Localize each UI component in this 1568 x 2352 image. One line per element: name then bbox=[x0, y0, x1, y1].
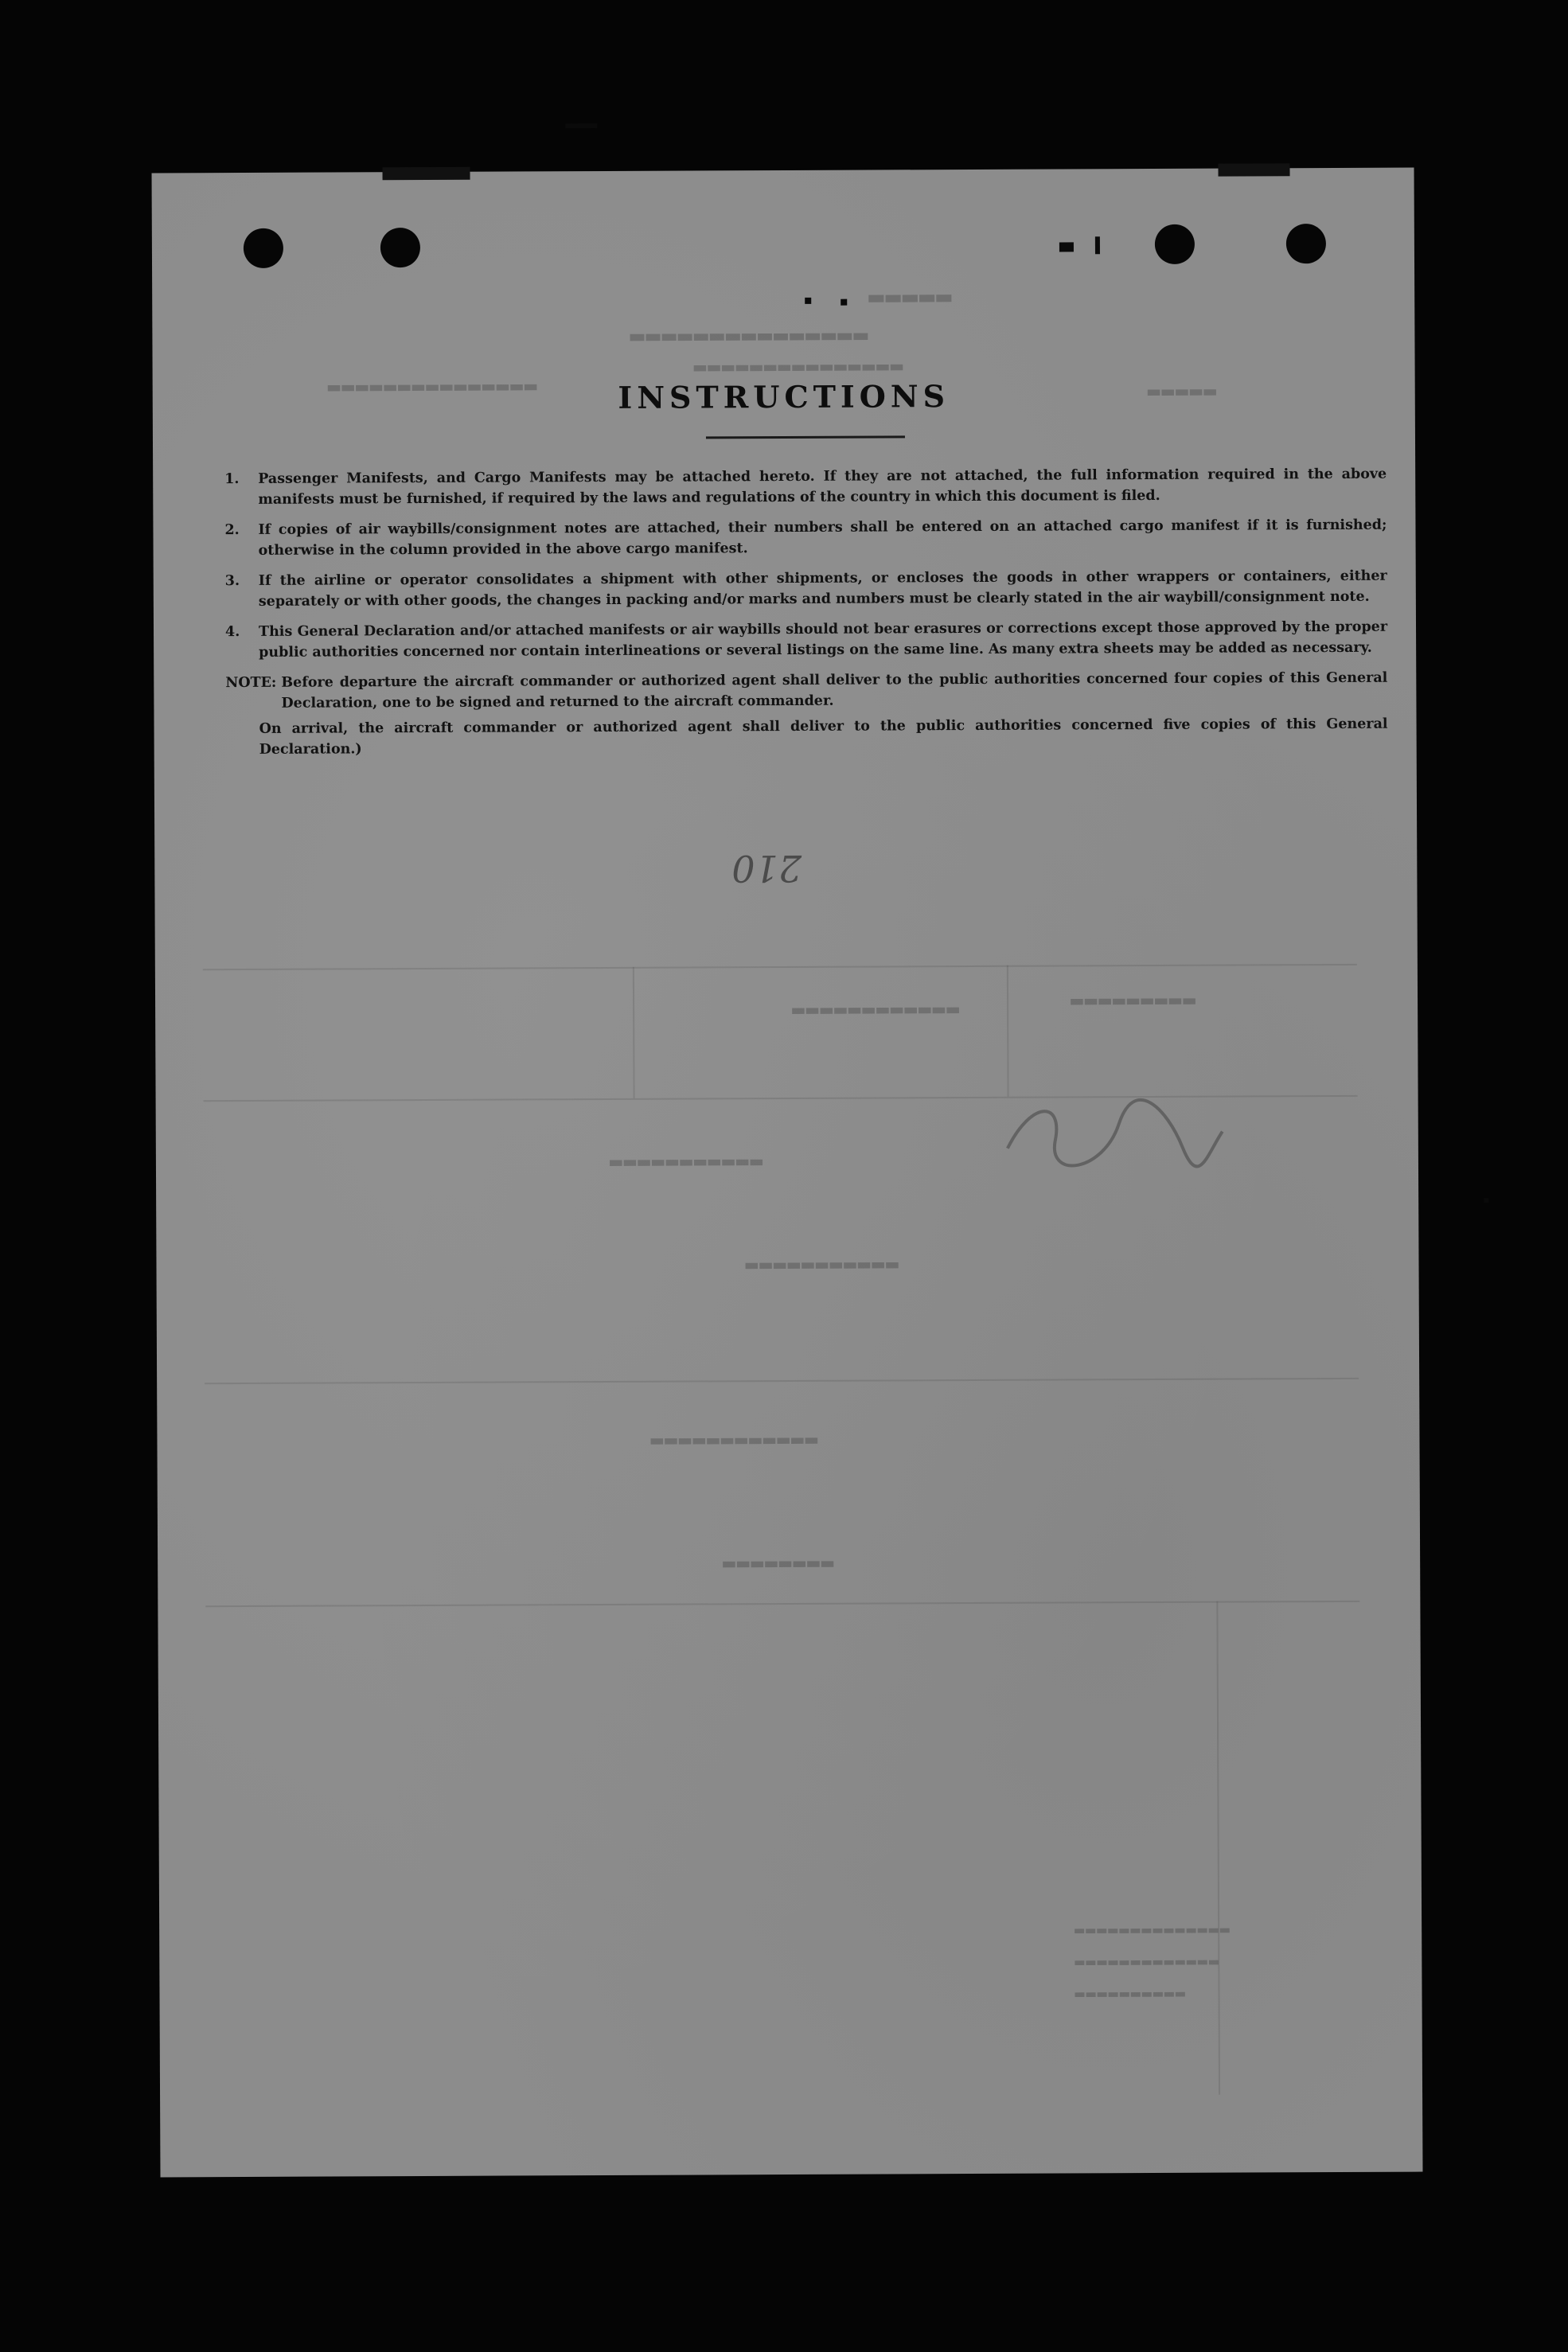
punch-hole-icon bbox=[244, 228, 283, 268]
bleed-through-rule bbox=[203, 964, 1357, 970]
bleed-through-text: ▬▬▬▬▬▬▬▬▬▬▬▬▬▬▬ bbox=[630, 321, 870, 350]
signature-bleed-mark bbox=[992, 1084, 1231, 1188]
scan-speck bbox=[841, 299, 847, 306]
bleed-through-text: ▬▬▬▬▬▬▬▬▬▬▬▬▬▬ bbox=[1075, 1919, 1231, 1940]
bleed-through-text: ▬▬▬▬▬▬▬▬▬▬▬▬ bbox=[650, 1427, 820, 1453]
instruction-text: If copies of air waybills/consignment notes are attached, their numbers shall be entered on an attached cargo manifest if it is furnished; otherwise in the column provided in the above cargo manifest. bbox=[258, 517, 1387, 559]
scan-speck bbox=[1484, 1198, 1488, 1203]
instruction-item bbox=[224, 515, 1387, 561]
bleed-through-text: ▬▬▬▬▬▬▬▬▬▬▬▬▬ bbox=[1075, 1951, 1220, 1972]
bleed-through-text: ▬▬▬▬▬▬▬▬▬▬▬▬▬▬▬ bbox=[327, 374, 539, 400]
document-page bbox=[152, 168, 1423, 2178]
bleed-through-rule bbox=[633, 967, 635, 1098]
scan-speck bbox=[805, 298, 811, 304]
instruction-item bbox=[225, 617, 1387, 663]
note-label: NOTE: bbox=[225, 674, 277, 692]
instruction-text: If the airline or operator consolidates a shipment with other shipments, or encloses the goods in other wrappers or containers, either separately or with other goods, the changes in packing and/or marks and numbers must be clearly stated in the air waybill/consignment note. bbox=[258, 568, 1387, 610]
bleed-through-text: ▬▬▬▬▬▬▬▬▬ bbox=[1070, 988, 1198, 1013]
bleed-through-rule bbox=[1216, 1601, 1220, 2095]
handwritten-number: 210 bbox=[731, 846, 802, 891]
instruction-number: 1. bbox=[224, 470, 240, 488]
bleed-through-text: ▬▬▬▬▬▬▬▬▬▬▬▬▬▬▬ bbox=[693, 354, 905, 380]
note-text: Before departure the aircraft commander or authorized agent shall deliver to the public authorities concerned four copies of this General Declaration, one to be signed and returned to the aircraft commander. bbox=[281, 669, 1388, 712]
punch-hole-icon bbox=[1155, 224, 1195, 264]
instruction-item bbox=[225, 566, 1387, 612]
note-arrival-text: On arrival, the aircraft commander or authorized agent shall deliver to the public authorities concerned five copies of this General Declaration.) bbox=[259, 716, 1388, 758]
punch-hole-icon bbox=[380, 228, 420, 267]
bleed-through-text: ▬▬▬▬▬ bbox=[868, 281, 954, 312]
instruction-text: This General Declaration and/or attached manifests or air waybills should not bear erasures or corrections except those approved by the proper public authorities concerned nor contain interlineations or several listings on the same line. As many extra sheets may be added as necessary. bbox=[258, 618, 1388, 661]
bleed-through-text: ▬▬▬▬▬▬▬▬▬▬▬ bbox=[609, 1149, 765, 1174]
bleed-through-rule bbox=[205, 1378, 1359, 1384]
instruction-item bbox=[224, 464, 1387, 510]
bleed-through-rule bbox=[1007, 965, 1009, 1097]
title-underline bbox=[706, 435, 905, 439]
bleed-through-text: ▬▬▬▬▬▬▬▬▬▬▬ bbox=[745, 1252, 900, 1277]
scan-speck bbox=[1095, 236, 1100, 254]
document-title: INSTRUCTIONS bbox=[618, 378, 950, 415]
tape-mark bbox=[382, 167, 470, 180]
note-block bbox=[225, 668, 1387, 714]
tape-mark bbox=[1218, 163, 1289, 176]
bleed-through-rule bbox=[205, 1601, 1359, 1607]
scan-speck bbox=[1059, 242, 1074, 252]
bleed-through-text: ▬▬▬▬▬▬▬▬▬▬▬▬ bbox=[792, 997, 961, 1022]
bleed-through-text: ▬▬▬▬▬▬▬▬ bbox=[723, 1550, 836, 1576]
bleed-through-text: ▬▬▬▬▬ bbox=[1147, 379, 1219, 404]
scan-speck bbox=[565, 123, 597, 128]
instruction-text: Passenger Manifests, and Cargo Manifests may be attached hereto. If they are not attached, the full information required in the above manifests must be furnished, if required by the laws and regulations of the country in which this document is filed. bbox=[258, 466, 1387, 508]
bleed-through-text: ▬▬▬▬▬▬▬▬▬▬ bbox=[1075, 1983, 1187, 2003]
instruction-number: 3. bbox=[224, 572, 240, 590]
instructions-list bbox=[224, 464, 1388, 760]
punch-hole-icon bbox=[1286, 224, 1326, 263]
instruction-number: 2. bbox=[224, 521, 240, 539]
instruction-number: 4. bbox=[224, 623, 240, 641]
